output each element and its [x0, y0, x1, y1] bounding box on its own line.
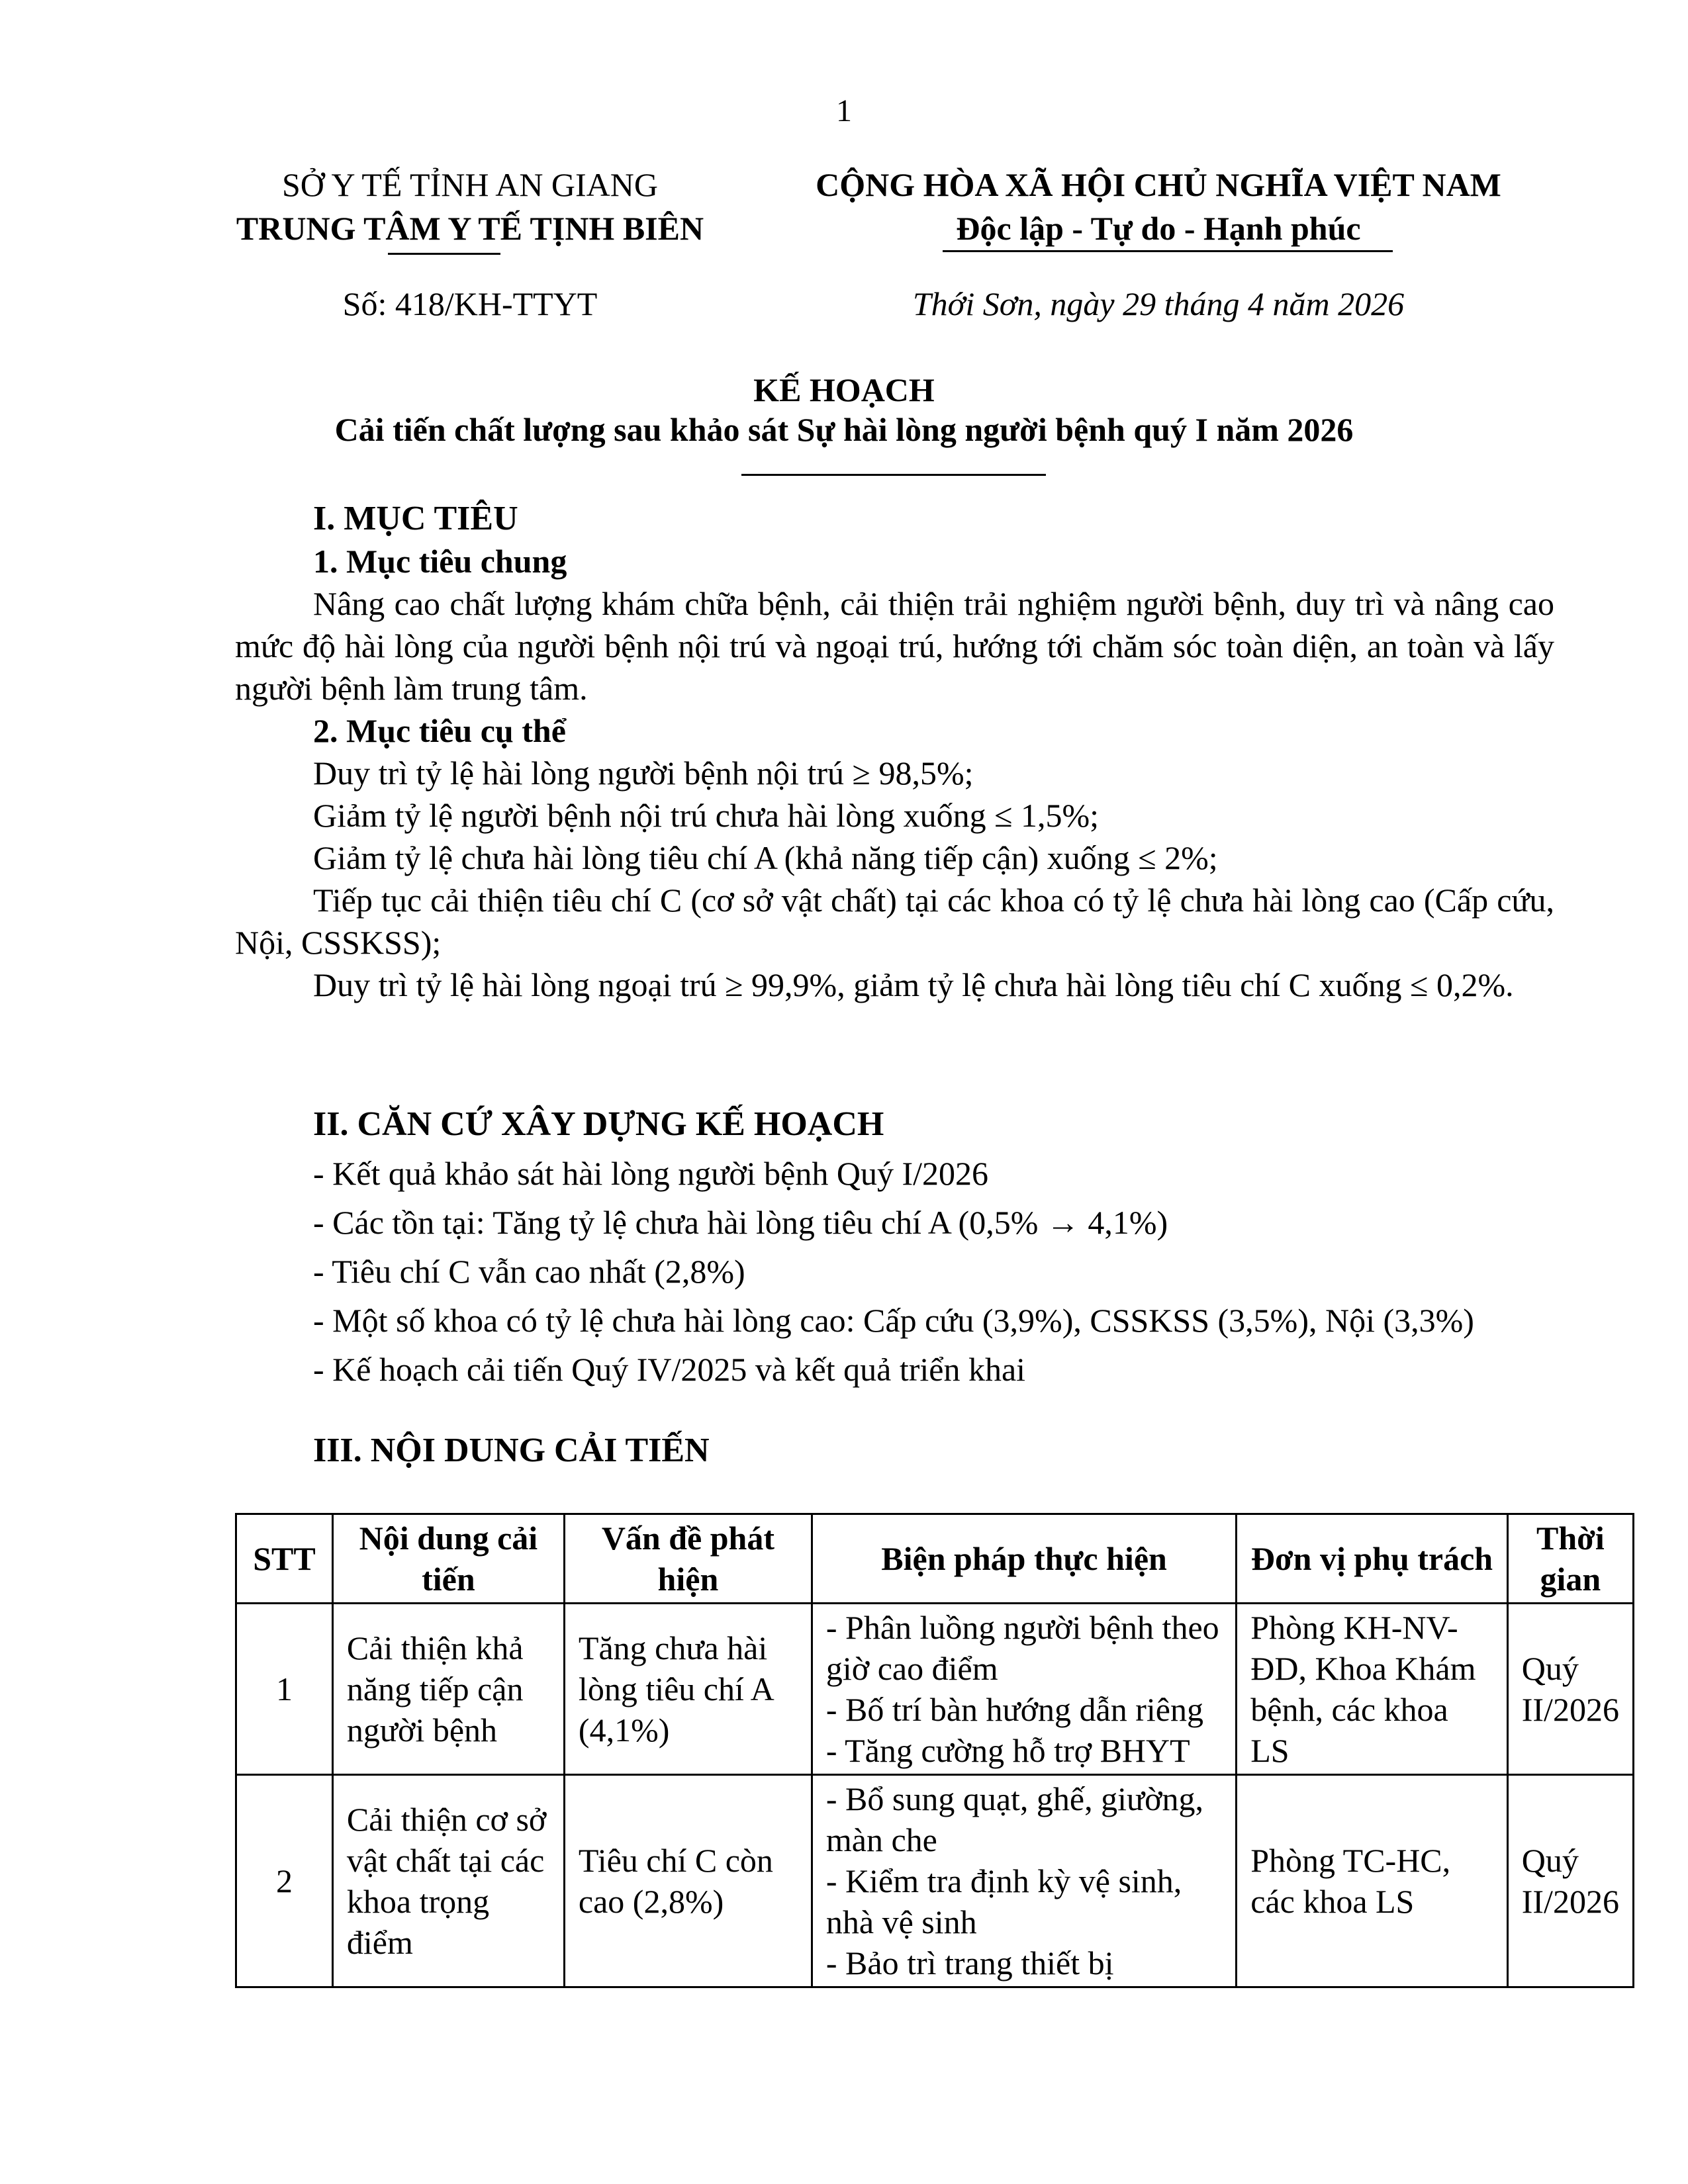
specific-goal-heading: 2. Mục tiêu cụ thể [313, 712, 566, 749]
document-subject: Cải tiến chất lượng sau khảo sát Sự hài lòng người bệnh quý I năm 2026 [334, 411, 1354, 448]
measure-item: - Phân luồng người bệnh theo giờ cao điểm [825, 1609, 1219, 1687]
responsible-unit: Phòng KH-NV-ĐD, Khoa Khám bệnh, các khoa LS [1237, 1604, 1508, 1775]
column-header: Thời gian [1507, 1514, 1633, 1604]
table-row [236, 1775, 1634, 1987]
table-row [236, 1604, 1634, 1775]
goal-item: Giảm tỷ lệ người bệnh nội trú chưa hài lòng xuống ≤ 1,5%; [313, 797, 1100, 834]
measures [812, 1604, 1236, 1775]
measure-item: - Kiểm tra định kỳ vệ sinh, nhà vệ sinh [825, 1862, 1182, 1940]
general-goal-text: Nâng cao chất lượng khám chữa bệnh, cải thiện trải nghiệm người bệnh, duy trì và nâng cao mức độ hài lòng của người bệnh nội trú và ngoại trú, hướng tới chăm sóc toàn diện, an toàn và lấy người bệnh làm trung tâm. [235, 585, 1554, 707]
column-header: STT [236, 1514, 333, 1604]
detected-issue: Tăng chưa hài lòng tiêu chí A (4,1%) [564, 1604, 812, 1775]
goal-item: Duy trì tỷ lệ hài lòng người bệnh nội trú ≥ 98,5%; [313, 754, 974, 792]
responsible-unit: Phòng TC-HC, các khoa LS [1237, 1775, 1508, 1987]
goal-item: Tiếp tục cải thiện tiêu chí C (cơ sở vật chất) tại các khoa có tỷ lệ chưa hài lòng cao (Cấp cứu, Nội, CSSKSS); [235, 882, 1554, 961]
basis-item: - Một số khoa có tỷ lệ chưa hài lòng cao: Cấp cứu (3,9%), CSSKSS (3,5%), Nội (3,3%) [313, 1302, 1474, 1339]
measure-item: - Bảo trì trang thiết bị [825, 1944, 1114, 1981]
column-header: Vấn đề phát hiện [564, 1514, 812, 1604]
motto-underline [943, 250, 1393, 252]
national-motto [781, 163, 1536, 250]
column-header: Nội dung cải tiến [332, 1514, 564, 1604]
measure-item: - Bổ sung quạt, ghế, giường, màn che [825, 1780, 1204, 1858]
row-number: 2 [236, 1775, 333, 1987]
basis-item: - Tiêu chí C vẫn cao nhất (2,8%) [313, 1253, 745, 1290]
issuing-agency [192, 163, 748, 250]
goal-item: Duy trì tỷ lệ hài lòng ngoại trú ≥ 99,9%, giảm tỷ lệ chưa hài lòng tiêu chí C xuống ≤ 0,2%. [313, 966, 1514, 1003]
nation-name: CỘNG HÒA XÃ HỘI CHỦ NGHĨA VIỆT NAM [816, 166, 1501, 203]
section-1 [235, 498, 1554, 1006]
goal-item: Giảm tỷ lệ chưa hài lòng tiêu chí A (khả năng tiếp cận) xuống ≤ 2%; [313, 839, 1218, 876]
section-2 [235, 1100, 1554, 1394]
title-underline [741, 474, 1046, 476]
document-number: Số: 418/KH-TTYT [342, 285, 598, 322]
improvement-content: Cải thiện cơ sở vật chất tại các khoa trọng điểm [332, 1775, 564, 1987]
agency-underline [388, 253, 500, 255]
agency-parent: SỞ Y TẾ TỈNH AN GIANG [281, 166, 659, 203]
table-header-row [236, 1514, 1634, 1604]
measure-item: - Tăng cường hỗ trợ BHYT [825, 1732, 1190, 1769]
agency-name: TRUNG TÂM Y TẾ TỊNH BIÊN [236, 210, 704, 247]
section-1-heading: I. MỤC TIÊU [313, 500, 518, 537]
column-header: Biện pháp thực hiện [812, 1514, 1236, 1604]
place-date: Thới Sơn, ngày 29 tháng 4 năm 2026 [912, 285, 1405, 322]
timeframe: Quý II/2026 [1507, 1604, 1633, 1775]
document-type: KẾ HOẠCH [753, 371, 935, 408]
measure-item: - Bố trí bàn hướng dẫn riêng [825, 1691, 1203, 1728]
detected-issue: Tiêu chí C còn cao (2,8%) [564, 1775, 812, 1987]
basis-item: - Các tồn tại: Tăng tỷ lệ chưa hài lòng tiêu chí A (0,5% → 4,1%) [313, 1204, 1168, 1241]
general-goal-heading: 1. Mục tiêu chung [313, 543, 567, 580]
timeframe: Quý II/2026 [1507, 1775, 1633, 1987]
motto: Độc lập - Tự do - Hạnh phúc [956, 210, 1361, 247]
section-2-heading: II. CĂN CỨ XÂY DỰNG KẾ HOẠCH [313, 1105, 884, 1143]
section-3-heading: III. NỘI DUNG CẢI TIẾN [313, 1432, 710, 1469]
row-number: 1 [236, 1604, 333, 1775]
basis-item: - Kế hoạch cải tiến Quý IV/2025 và kết quả triển khai [313, 1351, 1026, 1388]
column-header: Đơn vị phụ trách [1237, 1514, 1508, 1604]
page-number: 1 [836, 93, 852, 128]
improvement-table [235, 1513, 1634, 1988]
basis-item: - Kết quả khảo sát hài lòng người bệnh Quý I/2026 [313, 1155, 989, 1192]
measures [812, 1775, 1236, 1987]
improvement-content: Cải thiện khả năng tiếp cận người bệnh [332, 1604, 564, 1775]
